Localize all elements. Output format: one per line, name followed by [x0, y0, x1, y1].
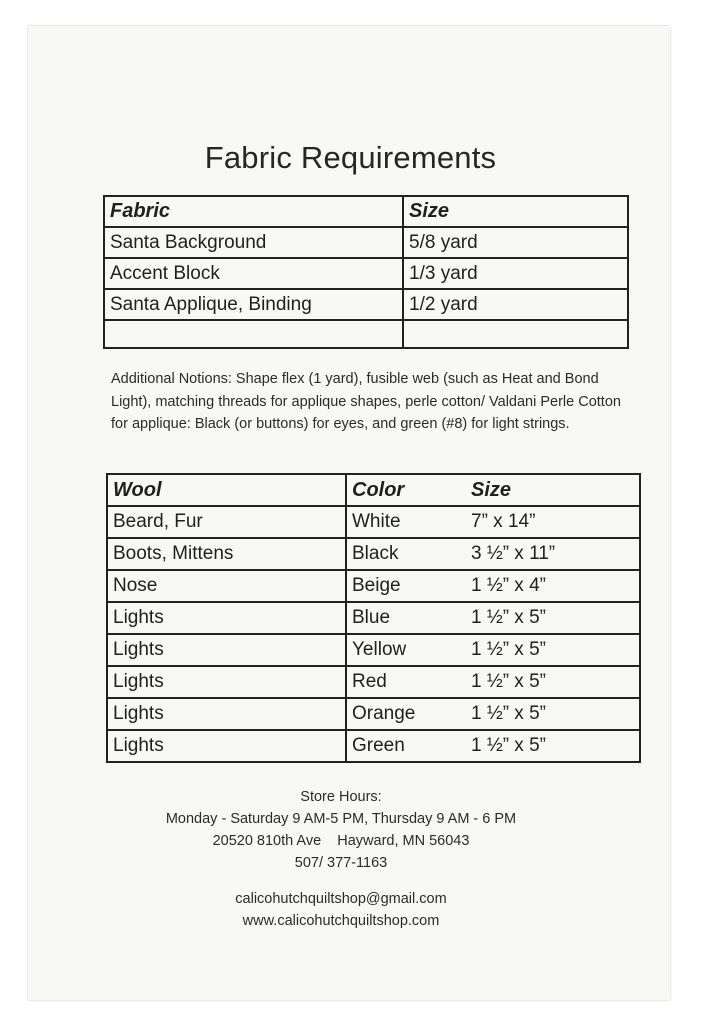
fabric-cell: Santa Background — [104, 227, 403, 258]
size-cell: 1 ½” x 5” — [466, 634, 640, 666]
size-cell: 7” x 14” — [466, 506, 640, 538]
size-cell: 1 ½” x 4” — [466, 570, 640, 602]
fabric-cell: Santa Applique, Binding — [104, 289, 403, 320]
header-wool: Wool — [107, 474, 346, 506]
wool-cell: Boots, Mittens — [107, 538, 346, 570]
store-phone: 507/ 377-1163 — [294, 855, 388, 871]
header-color: Color — [346, 474, 466, 506]
table-header-row — [107, 474, 640, 506]
table-row — [104, 289, 628, 320]
store-email: calicohutchquiltshop@gmail.com — [235, 891, 447, 907]
fabric-cell — [104, 320, 403, 348]
wool-cell: Lights — [107, 634, 346, 666]
color-cell: Orange — [346, 698, 466, 730]
color-cell: Beige — [346, 570, 466, 602]
fabric-table — [103, 195, 629, 349]
wool-cell: Nose — [107, 570, 346, 602]
size-cell: 1 ½” x 5” — [466, 602, 640, 634]
color-cell: Green — [346, 730, 466, 762]
color-cell: Blue — [346, 602, 466, 634]
wool-cell: Beard, Fur — [107, 506, 346, 538]
wool-cell: Lights — [107, 666, 346, 698]
size-cell: 1 ½” x 5” — [466, 698, 640, 730]
table-row — [107, 730, 640, 762]
store-info — [0, 786, 682, 932]
header-size: Size — [466, 474, 640, 506]
size-cell — [403, 320, 628, 348]
wool-cell: Lights — [107, 698, 346, 730]
table-row — [107, 602, 640, 634]
wool-table — [106, 473, 641, 763]
store-hours-label: Store Hours: — [300, 789, 382, 805]
table-header-row — [104, 196, 628, 227]
table-row — [104, 227, 628, 258]
store-address: 20520 810th Ave Hayward, MN 56043 — [212, 833, 470, 849]
color-cell: Red — [346, 666, 466, 698]
store-website: www.calicohutchquiltshop.com — [242, 913, 440, 929]
color-cell: White — [346, 506, 466, 538]
size-cell: 1/3 yard — [403, 258, 628, 289]
header-fabric: Fabric — [104, 196, 403, 227]
table-row — [104, 258, 628, 289]
color-cell: Yellow — [346, 634, 466, 666]
table-row — [107, 538, 640, 570]
table-row — [107, 506, 640, 538]
spacer — [0, 874, 682, 888]
store-hours: Monday - Saturday 9 AM-5 PM, Thursday 9 AM - 6 PM — [165, 811, 517, 827]
wool-cell: Lights — [107, 730, 346, 762]
size-cell: 1/2 yard — [403, 289, 628, 320]
table-row-empty — [104, 320, 628, 348]
additional-notions-text: Additional Notions: Shape flex (1 yard), fusible web (such as Heat and Bond Light), matching threads for applique shapes, perle cotton/ Valdani Perle Cotton for applique: Black (or buttons) for eyes, and green (#8) for light strings. — [111, 371, 621, 432]
size-cell: 1 ½” x 5” — [466, 730, 640, 762]
size-cell: 3 ½” x 11” — [466, 538, 640, 570]
size-cell: 5/8 yard — [403, 227, 628, 258]
table-row — [107, 634, 640, 666]
table-row — [107, 698, 640, 730]
color-cell: Black — [346, 538, 466, 570]
table-row — [107, 666, 640, 698]
wool-cell: Lights — [107, 602, 346, 634]
table-row — [107, 570, 640, 602]
size-cell: 1 ½” x 5” — [466, 666, 640, 698]
fabric-cell: Accent Block — [104, 258, 403, 289]
page-title: Fabric Requirements — [204, 140, 497, 175]
header-size: Size — [403, 196, 628, 227]
